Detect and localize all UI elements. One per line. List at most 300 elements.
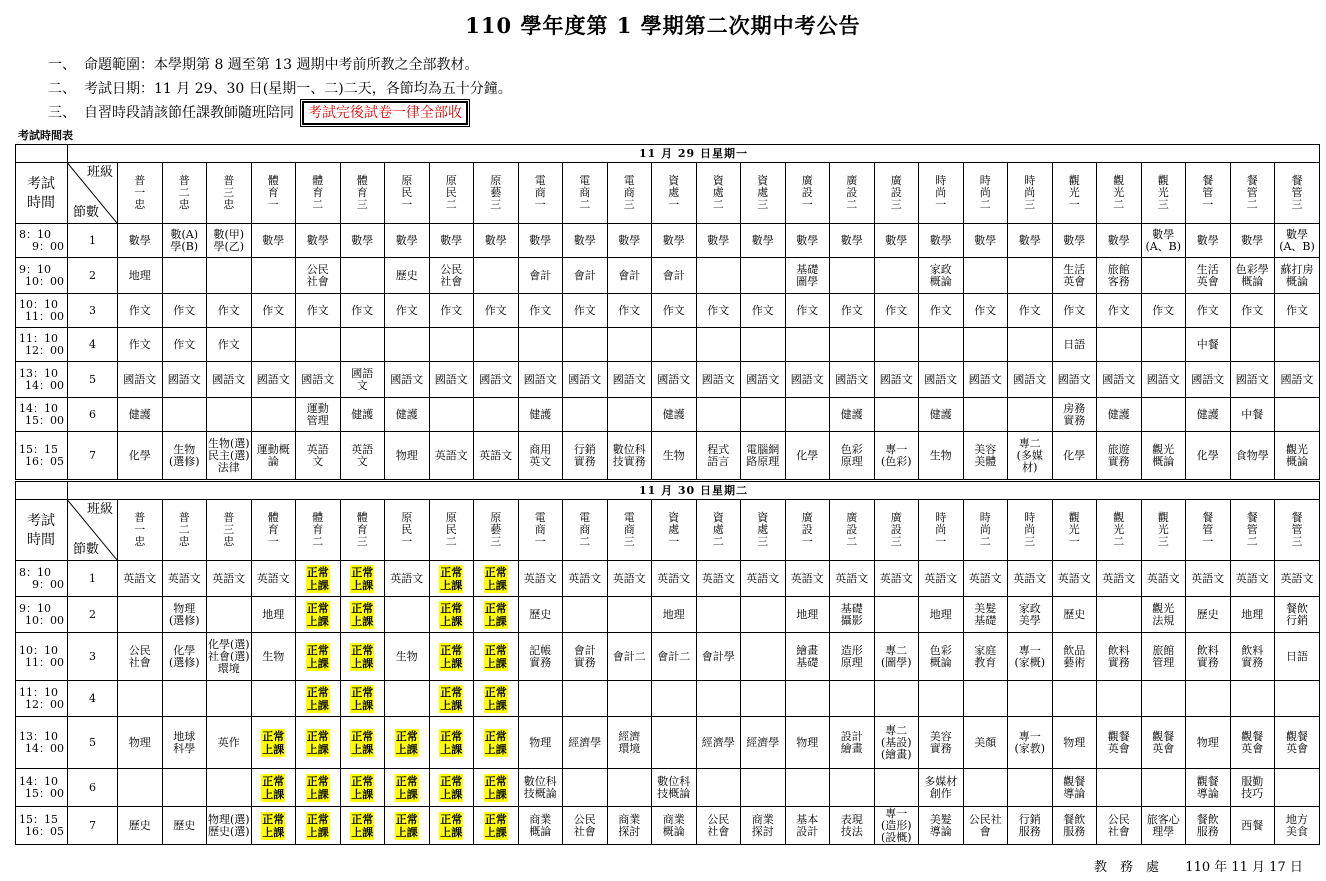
- exam-cell: [474, 681, 519, 717]
- exam-cell: [474, 328, 519, 362]
- exam-cell: [830, 769, 875, 807]
- period-row: [16, 633, 1320, 681]
- exam-cell: 記帳 實務: [518, 633, 563, 681]
- class-header: 資 處 三: [741, 500, 786, 561]
- exam-cell: 觀光 概論: [1275, 432, 1320, 480]
- exam-cell: 國語文: [963, 362, 1008, 398]
- exam-cell: 數位科 技概論: [652, 769, 697, 807]
- exam-cell: 美容 實務: [919, 717, 964, 769]
- exam-cell: 英語文: [741, 561, 786, 597]
- exam-cell: 數學: [518, 224, 563, 258]
- exam-cell: 數(甲) 學(乙): [207, 224, 252, 258]
- period-number: 7: [68, 807, 118, 845]
- notice-list: [48, 53, 512, 125]
- exam-cell: 物理: [385, 432, 430, 480]
- exam-cell: 會計二: [607, 633, 652, 681]
- exam-cell: [118, 597, 163, 633]
- footer: [1094, 856, 1303, 875]
- exam-cell: [429, 681, 474, 717]
- exam-cell: 作文: [1186, 294, 1231, 328]
- exam-cell: [385, 681, 430, 717]
- exam-cell: 國語 文: [340, 362, 385, 398]
- exam-cell: 數學 (A、B): [1141, 224, 1186, 258]
- exam-cell: [963, 328, 1008, 362]
- exam-cell: 英語文: [1186, 561, 1231, 597]
- exam-cell: 專一 (家概): [1008, 633, 1053, 681]
- time-range: 11：10 12：00: [16, 681, 68, 717]
- period-row: [16, 807, 1320, 845]
- exam-cell: 國語文: [1008, 362, 1053, 398]
- exam-cell: 作文: [118, 328, 163, 362]
- exam-cell: 商業 概論: [518, 807, 563, 845]
- exam-cell: [874, 398, 919, 432]
- period-row: [16, 224, 1320, 258]
- time-range: 11：10 12：00: [16, 328, 68, 362]
- exam-cell: 作文: [652, 294, 697, 328]
- exam-cell: [785, 769, 830, 807]
- exam-cell: 商業 探討: [607, 807, 652, 845]
- exam-cell: 作文: [919, 294, 964, 328]
- normal-class-highlight: 正常 上課: [351, 685, 374, 712]
- exam-cell: [1141, 769, 1186, 807]
- exam-cell: 數學: [919, 224, 964, 258]
- exam-cell: 數學: [607, 224, 652, 258]
- exam-cell: [251, 717, 296, 769]
- exam-cell: [340, 258, 385, 294]
- normal-class-highlight: 正常 上課: [440, 812, 463, 839]
- exam-cell: 國語文: [874, 362, 919, 398]
- time-range: 10：10 11：00: [16, 633, 68, 681]
- exam-cell: [607, 681, 652, 717]
- exam-cell: [963, 258, 1008, 294]
- exam-cell: 地理: [785, 597, 830, 633]
- class-header: 資 處 三: [741, 163, 786, 224]
- class-header: 觀 光 三: [1141, 163, 1186, 224]
- class-header: 廣 設 一: [785, 500, 830, 561]
- exam-cell: 英語文: [251, 561, 296, 597]
- normal-class-highlight: 正常 上課: [351, 812, 374, 839]
- exam-cell: 色彩 概論: [919, 633, 964, 681]
- class-header: 體 育 三: [340, 500, 385, 561]
- class-header: 廣 設 一: [785, 163, 830, 224]
- exam-cell: [474, 597, 519, 633]
- exam-cell: 旅遊 實務: [1097, 432, 1142, 480]
- exam-cell: 數學: [696, 224, 741, 258]
- exam-cell: 地理: [251, 597, 296, 633]
- class-header: 餐 管 一: [1186, 163, 1231, 224]
- schedule-table-day1: [15, 144, 1320, 480]
- exam-cell: 作文: [563, 294, 608, 328]
- exam-cell: 英語文: [1008, 561, 1053, 597]
- period-row: [16, 294, 1320, 328]
- exam-cell: [652, 681, 697, 717]
- class-header: 電 商 二: [563, 500, 608, 561]
- exam-cell: 作文: [207, 328, 252, 362]
- exam-cell: [474, 769, 519, 807]
- exam-cell: [785, 328, 830, 362]
- exam-cell: 運動概 論: [251, 432, 296, 480]
- normal-class-highlight: 正常 上課: [440, 685, 463, 712]
- exam-cell: 地理: [1230, 597, 1275, 633]
- class-header: 電 商 二: [563, 163, 608, 224]
- exam-cell: 數學: [1186, 224, 1231, 258]
- time-range: 8：10 9：00: [16, 561, 68, 597]
- exam-cell: 家庭 教育: [963, 633, 1008, 681]
- exam-cell: [296, 769, 341, 807]
- notice-item-3: 三、 自習時段請該節任課教師隨班陪同 考試完後試卷一律全部收: [48, 101, 512, 125]
- period-row: [16, 432, 1320, 480]
- exam-cell: [741, 597, 786, 633]
- exam-cell: [340, 597, 385, 633]
- exam-cell: [385, 769, 430, 807]
- exam-cell: 公民 社會: [118, 633, 163, 681]
- class-header: 原 藝 三: [474, 500, 519, 561]
- exam-cell: 作文: [162, 294, 207, 328]
- exam-cell: [296, 561, 341, 597]
- class-header: 普 二 忠: [162, 163, 207, 224]
- class-header: 體 育 二: [296, 163, 341, 224]
- exam-cell: [518, 328, 563, 362]
- exam-cell: [162, 398, 207, 432]
- exam-cell: 數學: [785, 224, 830, 258]
- exam-cell: 蘇打房 概論: [1275, 258, 1320, 294]
- exam-cell: 色彩學 概論: [1230, 258, 1275, 294]
- exam-cell: 餐飲 行銷: [1275, 597, 1320, 633]
- exam-cell: [1097, 681, 1142, 717]
- exam-cell: 化學: [785, 432, 830, 480]
- class-header: 時 尚 二: [963, 500, 1008, 561]
- class-header: 時 尚 三: [1008, 500, 1053, 561]
- exam-cell: 作文: [296, 294, 341, 328]
- period-number: 3: [68, 294, 118, 328]
- exam-cell: 國語文: [919, 362, 964, 398]
- class-header: 普 三 忠: [207, 500, 252, 561]
- time-range: 10：10 11：00: [16, 294, 68, 328]
- exam-cell: 化學: [118, 432, 163, 480]
- exam-cell: 數學: [563, 224, 608, 258]
- exam-cell: 英語文: [207, 561, 252, 597]
- exam-cell: [296, 633, 341, 681]
- exam-cell: 國語文: [385, 362, 430, 398]
- exam-cell: [296, 681, 341, 717]
- exam-cell: 國語文: [830, 362, 875, 398]
- exam-cell: 專二 (多媒 材): [1008, 432, 1053, 480]
- normal-class-highlight: 正常 上課: [306, 643, 329, 670]
- exam-cell: [1230, 681, 1275, 717]
- exam-cell: [1141, 681, 1186, 717]
- exam-cell: 基礎 攝影: [830, 597, 875, 633]
- exam-cell: [1186, 681, 1231, 717]
- exam-cell: 歷史: [518, 597, 563, 633]
- exam-cell: [607, 769, 652, 807]
- exam-cell: [162, 258, 207, 294]
- exam-cell: [563, 681, 608, 717]
- issue-date: 110 年 11 月 17 日: [1185, 860, 1303, 875]
- class-header: 原 藝 三: [474, 163, 519, 224]
- exam-cell: [830, 328, 875, 362]
- exam-cell: [696, 398, 741, 432]
- exam-cell: [207, 769, 252, 807]
- exam-cell: 餐飲 服務: [1186, 807, 1231, 845]
- exam-cell: 英語文: [607, 561, 652, 597]
- exam-cell: 英語文: [1052, 561, 1097, 597]
- exam-cell: [251, 807, 296, 845]
- exam-cell: 歷史: [385, 258, 430, 294]
- exam-cell: [963, 681, 1008, 717]
- page-title: 110 學年度第 1 學期第二次期中考公告: [465, 13, 861, 38]
- exam-cell: [1275, 681, 1320, 717]
- exam-cell: 數學 (A、B): [1275, 224, 1320, 258]
- exam-cell: [696, 258, 741, 294]
- normal-class-highlight: 正常 上課: [440, 565, 463, 592]
- exam-cell: [251, 328, 296, 362]
- normal-class-highlight: 正常 上課: [484, 601, 507, 628]
- exam-cell: 國語文: [429, 362, 474, 398]
- exam-cell: [741, 633, 786, 681]
- exam-cell: 美容 美體: [963, 432, 1008, 480]
- period-row: [16, 597, 1320, 633]
- period-number: 2: [68, 597, 118, 633]
- exam-cell: [118, 769, 163, 807]
- class-header: 體 育 一: [251, 163, 296, 224]
- exam-cell: 作文: [963, 294, 1008, 328]
- exam-cell: 地理: [919, 597, 964, 633]
- exam-cell: 物理: [518, 717, 563, 769]
- exam-cell: 數學: [340, 224, 385, 258]
- exam-cell: 英語文: [118, 561, 163, 597]
- exam-cell: 生物: [919, 432, 964, 480]
- exam-cell: 作文: [696, 294, 741, 328]
- period-row: [16, 681, 1320, 717]
- class-header: 時 尚 一: [919, 500, 964, 561]
- exam-cell: 觀餐 英會: [1141, 717, 1186, 769]
- exam-cell: [474, 633, 519, 681]
- exam-cell: 國語文: [162, 362, 207, 398]
- normal-class-highlight: 正常 上課: [440, 774, 463, 801]
- exam-cell: 數學: [1008, 224, 1053, 258]
- period-number: 1: [68, 224, 118, 258]
- exam-cell: [785, 681, 830, 717]
- exam-cell: [1141, 328, 1186, 362]
- exam-cell: [741, 328, 786, 362]
- exam-cell: 數學: [963, 224, 1008, 258]
- exam-cell: 英語文: [1275, 561, 1320, 597]
- exam-cell: 英語文: [429, 432, 474, 480]
- class-header: 電 商 一: [518, 163, 563, 224]
- exam-cell: 化學: [1052, 432, 1097, 480]
- exam-cell: 健護: [830, 398, 875, 432]
- exam-cell: 程式 語言: [696, 432, 741, 480]
- exam-cell: [696, 681, 741, 717]
- exam-cell: 公民 社會: [296, 258, 341, 294]
- exam-cell: 數學: [474, 224, 519, 258]
- exam-cell: 作文: [785, 294, 830, 328]
- exam-cell: 作文: [162, 328, 207, 362]
- notice-item-1: 一、 命題範圍：本學期第 8 週至第 13 週期中考前所教之全部教材。: [48, 57, 479, 73]
- exam-cell: 基礎 圖學: [785, 258, 830, 294]
- exam-cell: 房務 實務: [1052, 398, 1097, 432]
- class-header: 廣 設 三: [874, 163, 919, 224]
- exam-cell: 物理: [1186, 717, 1231, 769]
- exam-cell: 日語: [1052, 328, 1097, 362]
- exam-cell: [1008, 258, 1053, 294]
- class-header: 普 一 忠: [118, 163, 163, 224]
- normal-class-highlight: 正常 上課: [306, 812, 329, 839]
- time-range: 14：10 15：00: [16, 769, 68, 807]
- exam-cell: 生物: [251, 633, 296, 681]
- exam-cell: 英語文: [874, 561, 919, 597]
- class-header: 普 一 忠: [118, 500, 163, 561]
- class-header: 體 育 二: [296, 500, 341, 561]
- exam-cell: [874, 328, 919, 362]
- normal-class-highlight: 正常 上課: [440, 729, 463, 756]
- exam-cell: [874, 597, 919, 633]
- exam-cell: 數學: [652, 224, 697, 258]
- exam-cell: [785, 398, 830, 432]
- exam-cell: [251, 258, 296, 294]
- exam-cell: [963, 398, 1008, 432]
- exam-cell: 旅客心 理學: [1141, 807, 1186, 845]
- time-range: 13：10 14：00: [16, 362, 68, 398]
- exam-cell: [696, 597, 741, 633]
- exam-cell: 觀餐 英會: [1230, 717, 1275, 769]
- exam-cell: 英語文: [162, 561, 207, 597]
- exam-cell: 作文: [874, 294, 919, 328]
- class-header: 時 尚 二: [963, 163, 1008, 224]
- exam-cell: 餐飲 服務: [1052, 807, 1097, 845]
- exam-cell: 國語文: [1097, 362, 1142, 398]
- exam-cell: 英語文: [696, 561, 741, 597]
- exam-cell: 作文: [429, 294, 474, 328]
- class-header: 觀 光 二: [1097, 500, 1142, 561]
- exam-cell: 作文: [518, 294, 563, 328]
- exam-cell: 英語文: [963, 561, 1008, 597]
- exam-cell: 健護: [1186, 398, 1231, 432]
- normal-class-highlight: 正常 上課: [484, 565, 507, 592]
- exam-cell: 會計: [607, 258, 652, 294]
- normal-class-highlight: 正常 上課: [351, 643, 374, 670]
- exam-cell: [1275, 398, 1320, 432]
- exam-cell: 數學: [874, 224, 919, 258]
- normal-class-highlight: 正常 上課: [351, 565, 374, 592]
- exam-cell: 作文: [118, 294, 163, 328]
- exam-cell: 設計 繪畫: [830, 717, 875, 769]
- exam-cell: 歷史: [1186, 597, 1231, 633]
- exam-cell: [1008, 769, 1053, 807]
- exam-cell: 健護: [518, 398, 563, 432]
- exam-cell: 作文: [607, 294, 652, 328]
- exam-cell: [518, 681, 563, 717]
- exam-cell: 商業 概論: [652, 807, 697, 845]
- exam-cell: 英語 文: [296, 432, 341, 480]
- exam-cell: 西餐: [1230, 807, 1275, 845]
- exam-cell: 作文: [207, 294, 252, 328]
- exam-cell: [207, 681, 252, 717]
- exam-cell: 飲品 藝術: [1052, 633, 1097, 681]
- exam-cell: 化學: [1186, 432, 1231, 480]
- exam-cell: 作文: [1052, 294, 1097, 328]
- class-header: 普 二 忠: [162, 500, 207, 561]
- exam-cell: 歷史: [162, 807, 207, 845]
- exam-cell: 商業 探討: [741, 807, 786, 845]
- exam-cell: 化學(選) 社會(選) 環境: [207, 633, 252, 681]
- exam-cell: [919, 681, 964, 717]
- exam-cell: [1097, 328, 1142, 362]
- exam-cell: 觀光 概論: [1141, 432, 1186, 480]
- issuing-office: 教 務 處: [1094, 860, 1160, 875]
- exam-cell: [429, 769, 474, 807]
- exam-cell: 作文: [340, 294, 385, 328]
- exam-cell: 美髮 導論: [919, 807, 964, 845]
- period-number: 4: [68, 681, 118, 717]
- exam-cell: [1008, 681, 1053, 717]
- exam-cell: 健護: [340, 398, 385, 432]
- normal-class-highlight: 正常 上課: [395, 812, 418, 839]
- class-header: 餐 管 三: [1275, 500, 1320, 561]
- exam-cell: 服勤 技巧: [1230, 769, 1275, 807]
- exam-cell: [340, 807, 385, 845]
- exam-cell: [207, 398, 252, 432]
- normal-class-highlight: 正常 上課: [306, 774, 329, 801]
- exam-cell: 國語文: [118, 362, 163, 398]
- exam-cell: 旅館 管理: [1141, 633, 1186, 681]
- notice-item-2: 二、 考試日期：11 月 29、30 日(星期一、二)二天，各節均為五十分鐘。: [48, 81, 512, 97]
- period-number: 4: [68, 328, 118, 362]
- class-header: 體 育 三: [340, 163, 385, 224]
- exam-cell: 生活 英會: [1052, 258, 1097, 294]
- exam-cell: 經濟學: [563, 717, 608, 769]
- exam-cell: 家政 概論: [919, 258, 964, 294]
- exam-cell: 旅館 客務: [1097, 258, 1142, 294]
- exam-cell: [1008, 398, 1053, 432]
- exam-cell: [385, 717, 430, 769]
- exam-cell: 作文: [1230, 294, 1275, 328]
- class-header: 原 民 一: [385, 500, 430, 561]
- exam-cell: 化學 (選修): [162, 633, 207, 681]
- exam-cell: [429, 807, 474, 845]
- exam-cell: 國語文: [607, 362, 652, 398]
- class-header: 餐 管 一: [1186, 500, 1231, 561]
- period-number: 6: [68, 398, 118, 432]
- exam-cell: [340, 717, 385, 769]
- exam-cell: 飲料 實務: [1097, 633, 1142, 681]
- period-row: [16, 362, 1320, 398]
- exam-cell: [429, 328, 474, 362]
- exam-cell: 英語文: [830, 561, 875, 597]
- exam-cell: 國語文: [296, 362, 341, 398]
- exam-cell: 健護: [652, 398, 697, 432]
- exam-cell: [563, 328, 608, 362]
- exam-cell: 英語文: [652, 561, 697, 597]
- schedule-table-day2: [15, 481, 1320, 845]
- exam-cell: [696, 769, 741, 807]
- exam-cell: [340, 328, 385, 362]
- exam-cell: 數學: [1097, 224, 1142, 258]
- normal-class-highlight: 正常 上課: [395, 729, 418, 756]
- exam-cell: 專一 (色彩): [874, 432, 919, 480]
- exam-cell: 經濟 環境: [607, 717, 652, 769]
- exam-cell: 國語文: [652, 362, 697, 398]
- exam-cell: [385, 328, 430, 362]
- schedule-subtitle: 考試時間表: [18, 129, 73, 142]
- exam-cell: 會計二: [652, 633, 697, 681]
- exam-cell: [251, 769, 296, 807]
- exam-cell: 數學: [429, 224, 474, 258]
- period-number: 7: [68, 432, 118, 480]
- exam-cell: [607, 328, 652, 362]
- exam-cell: 生物: [652, 432, 697, 480]
- exam-cell: [296, 717, 341, 769]
